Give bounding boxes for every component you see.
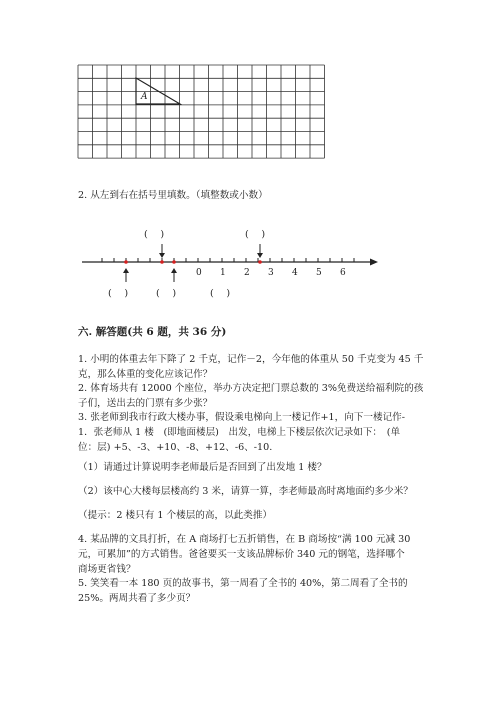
tick-label-0: 0 xyxy=(196,268,202,278)
problem-3-sub-1: （1）请通过计算说明李老师最后是否回到了出发地 1 楼？ xyxy=(78,462,327,473)
bottom-blank-1: ( ) xyxy=(108,288,129,299)
question-2-text: 2. 从左到右在括号里填数。（填整数或小数） xyxy=(78,190,268,201)
up-arrow-2 xyxy=(171,268,177,282)
problem-3-line-2: 1．张老师从 1 楼 (即地面楼层) 出发，电梯上下楼层依次记录如下： (单 xyxy=(78,427,401,438)
down-arrow-1 xyxy=(159,244,165,258)
problem-3-line-3: 位：层) +5、-3、+10、-8、+12、-6、-10. xyxy=(78,442,273,453)
bottom-blank-3: ( ) xyxy=(210,288,231,299)
tick-label-3: 3 xyxy=(268,268,274,278)
grid-figure xyxy=(0,0,500,170)
problem-1-line-1: 1. 小明的体重去年下降了 2 千克，记作－2，今年他的体重从 50 千克变为 45 千 xyxy=(78,354,424,365)
problem-4-line-3: 商场更省钱？ xyxy=(78,564,136,575)
problem-4-line-1: 4. 某品牌的文具打折，在 A 商场打七五折销售，在 B 商场按“满 100 元减 30 xyxy=(78,534,411,545)
section-6-heading: 六. 解答题(共 6 题，共 36 分) xyxy=(78,326,227,338)
tick-label-2: 2 xyxy=(244,268,250,278)
red-point-3 xyxy=(172,260,176,264)
red-point-1 xyxy=(124,260,128,264)
up-arrow-1 xyxy=(123,268,129,282)
problem-4-line-2: 元，可累加”的方式销售。爸爸要买一支该品牌标价 340 元的钢笔，选择哪个 xyxy=(78,549,405,560)
top-blank-1: ( ) xyxy=(144,229,165,240)
problem-2-line-1: 2. 体育场共有 12000 个座位，举办方决定把门票总数的 3%免费送给福利院的孩 xyxy=(78,383,424,394)
down-arrow-2 xyxy=(257,244,263,258)
tick-label-1: 1 xyxy=(220,268,226,278)
tick-label-6: 6 xyxy=(340,268,346,278)
problem-3-hint: （提示：2 楼只有 1 个楼层的高，以此类推） xyxy=(78,510,273,521)
problem-5-line-2: 25%。两周共看了多少页？ xyxy=(78,593,196,604)
triangle-label: A xyxy=(141,92,148,102)
problem-5-line-1: 5. 笑笑看一本 180 页的故事书，第一周看了全书的 40%，第二周看了全书的 xyxy=(78,578,408,589)
red-point-4 xyxy=(258,260,262,264)
number-line-arrowhead xyxy=(370,259,378,266)
red-point-2 xyxy=(160,260,164,264)
problem-3-line-1: 3. 张老师到我市行政大楼办事，假设乘电梯向上一楼记作+1，向下一楼记作- xyxy=(78,412,405,423)
problem-2-line-2: 子们，送出去的门票有多少张？ xyxy=(78,398,213,409)
tick-label-5: 5 xyxy=(316,268,322,278)
grid-lines xyxy=(78,65,325,158)
top-blank-2: ( ) xyxy=(245,229,266,240)
problem-1-line-2: 克，那么体重的变化应该记作？ xyxy=(78,369,213,380)
number-line-ticks xyxy=(102,258,354,262)
number-line-figure xyxy=(0,222,500,302)
tick-label-4: 4 xyxy=(292,268,298,278)
problem-3-sub-2: （2）该中心大楼每层楼高约 3 米，请算一算，李老师最高时离地面约多少米？ xyxy=(78,486,413,497)
bottom-blank-2: ( ) xyxy=(156,288,177,299)
